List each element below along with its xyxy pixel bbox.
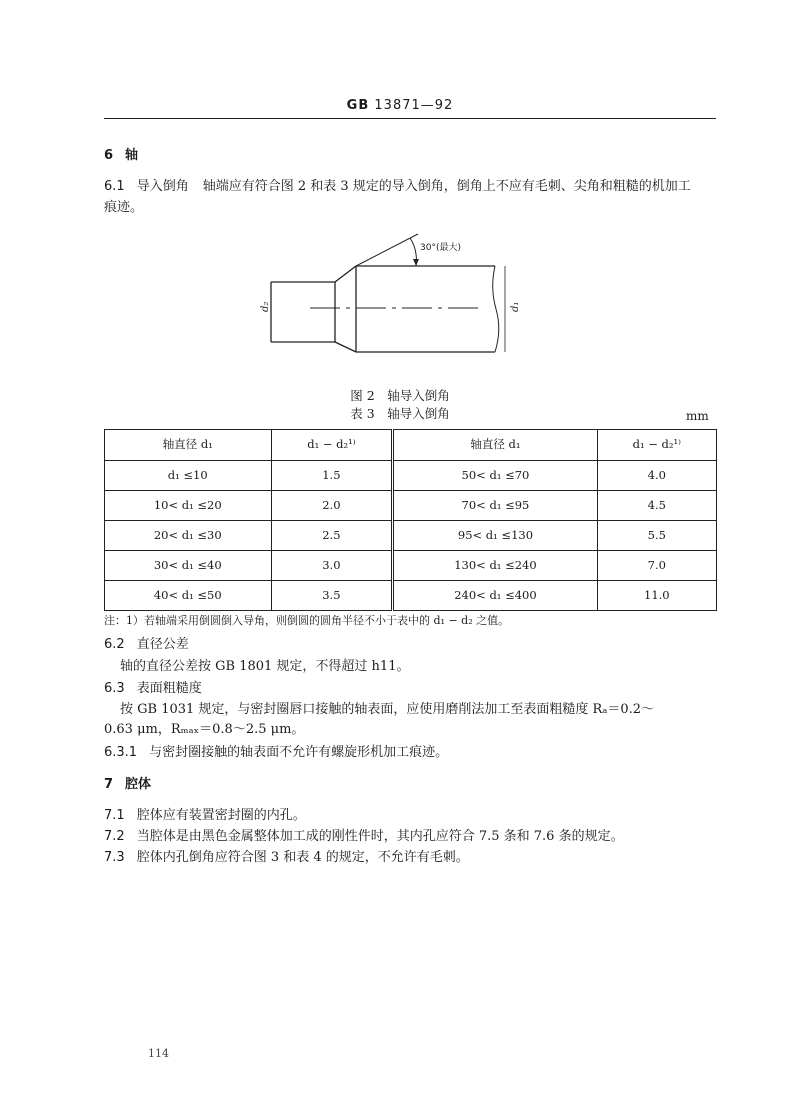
section-6-heading [104, 146, 724, 166]
section-number: 7 [104, 777, 114, 792]
clause-number: 7.2 [104, 829, 125, 844]
table-3 [104, 429, 717, 611]
section-title: 轴 [125, 148, 139, 163]
header-cell: d₁ − d₂¹⁾ [271, 430, 393, 461]
clause-6-1-cont [104, 198, 724, 218]
table-cell: 20< d₁ ≤30 [105, 521, 272, 551]
clause-6-1 [104, 177, 724, 197]
section-number: 6 [104, 148, 114, 163]
clause-text: 腔体应有装置密封圈的内孔。 [136, 808, 306, 823]
clause-7-1 [104, 806, 724, 826]
table-row [105, 581, 717, 611]
table-cell: 4.0 [597, 461, 716, 491]
table-cell: 11.0 [597, 581, 716, 611]
clause-text-cont: 痕迹。 [104, 200, 144, 215]
clause-text: 当腔体是由黑色金属整体加工成的刚性件时，其内孔应符合 7.5 条和 7.6 条的规定。 [136, 829, 624, 844]
clause-6-2 [104, 635, 724, 655]
clause-7-2 [104, 827, 724, 847]
table-cell: 95< d₁ ≤130 [393, 521, 597, 551]
table-cell: 4.5 [597, 491, 716, 521]
angle-label: 30°(最大) [420, 243, 461, 253]
clause-text: 腔体内孔倒角应符合图 3 和表 4 的规定，不允许有毛刺。 [136, 850, 469, 865]
table-cell: 50< d₁ ≤70 [393, 461, 597, 491]
section-7-heading [104, 775, 724, 795]
table-cell: 7.0 [597, 551, 716, 581]
clause-7-3 [104, 848, 724, 868]
table-row [105, 551, 717, 581]
clause-text: 与密封圈接触的轴表面不允许有螺旋形机加工痕迹。 [149, 745, 449, 760]
d2-label: d₂ [260, 301, 271, 312]
clause-6-3-text-cont: 0.63 μm，Rₘₐₓ＝0.8～2.5 μm。 [104, 722, 305, 737]
table-cell: 5.5 [597, 521, 716, 551]
table-row [105, 491, 717, 521]
table-cell: 70< d₁ ≤95 [393, 491, 597, 521]
clause-6-3-text: 按 GB 1031 规定，与密封圈唇口接触的轴表面，应使用磨削法加工至表面粗糙度 Rₐ＝0.2～ [120, 702, 655, 717]
standard-header [0, 96, 800, 116]
table-cell: 240< d₁ ≤400 [393, 581, 597, 611]
header-cell: 轴直径 d₁ [393, 430, 597, 461]
table-cell: 130< d₁ ≤240 [393, 551, 597, 581]
table-cell: 3.5 [271, 581, 393, 611]
standard-prefix: GB [346, 98, 370, 113]
standard-number: 13871—92 [374, 98, 454, 113]
table-cell: 1.5 [271, 461, 393, 491]
table-header-row [105, 430, 717, 461]
clause-title: 表面粗糙度 [136, 681, 202, 696]
d1-label: d₁ [510, 301, 521, 312]
table-cell: 3.0 [271, 551, 393, 581]
clause-number: 6.3 [104, 681, 125, 696]
clause-number: 6.3.1 [104, 745, 138, 760]
section-title: 腔体 [125, 777, 152, 792]
table-cell: d₁ ≤10 [105, 461, 272, 491]
figure-2-caption: 图 2 轴导入倒角 [350, 388, 450, 403]
clause-number: 6.2 [104, 637, 125, 652]
clause-6-3 [104, 679, 724, 699]
page-number: 114 [148, 1047, 169, 1060]
table-cell: 2.5 [271, 521, 393, 551]
header-cell: 轴直径 d₁ [105, 430, 272, 461]
figure-2-shaft-chamfer [250, 228, 530, 358]
table-cell: 10< d₁ ≤20 [105, 491, 272, 521]
table-cell: 30< d₁ ≤40 [105, 551, 272, 581]
clause-number: 7.3 [104, 850, 125, 865]
clause-text: 轴端应有符合图 2 和表 3 规定的导入倒角，倒角上不应有毛刺、尖角和粗糙的机加工 [202, 179, 691, 194]
clause-number: 6.1 [104, 179, 125, 194]
table-cell: 40< d₁ ≤50 [105, 581, 272, 611]
table-unit: mm [686, 409, 709, 423]
clause-title: 直径公差 [136, 637, 189, 652]
table-cell: 2.0 [271, 491, 393, 521]
table-note: 注：1）若轴端采用倒圆倒入导角，则倒圆的圆角半径不小于表中的 d₁ − d₂ 之值。 [104, 614, 510, 627]
clause-6-3-1 [104, 743, 724, 763]
table-row [105, 461, 717, 491]
table-row [105, 521, 717, 551]
clause-number: 7.1 [104, 808, 125, 823]
clause-title: 导入倒角 [136, 179, 189, 194]
header-rule [104, 118, 716, 119]
header-cell: d₁ − d₂¹⁾ [597, 430, 716, 461]
table-3-caption: 表 3 轴导入倒角 [350, 406, 450, 421]
clause-6-2-text: 轴的直径公差按 GB 1801 规定，不得超过 h11。 [120, 659, 410, 674]
